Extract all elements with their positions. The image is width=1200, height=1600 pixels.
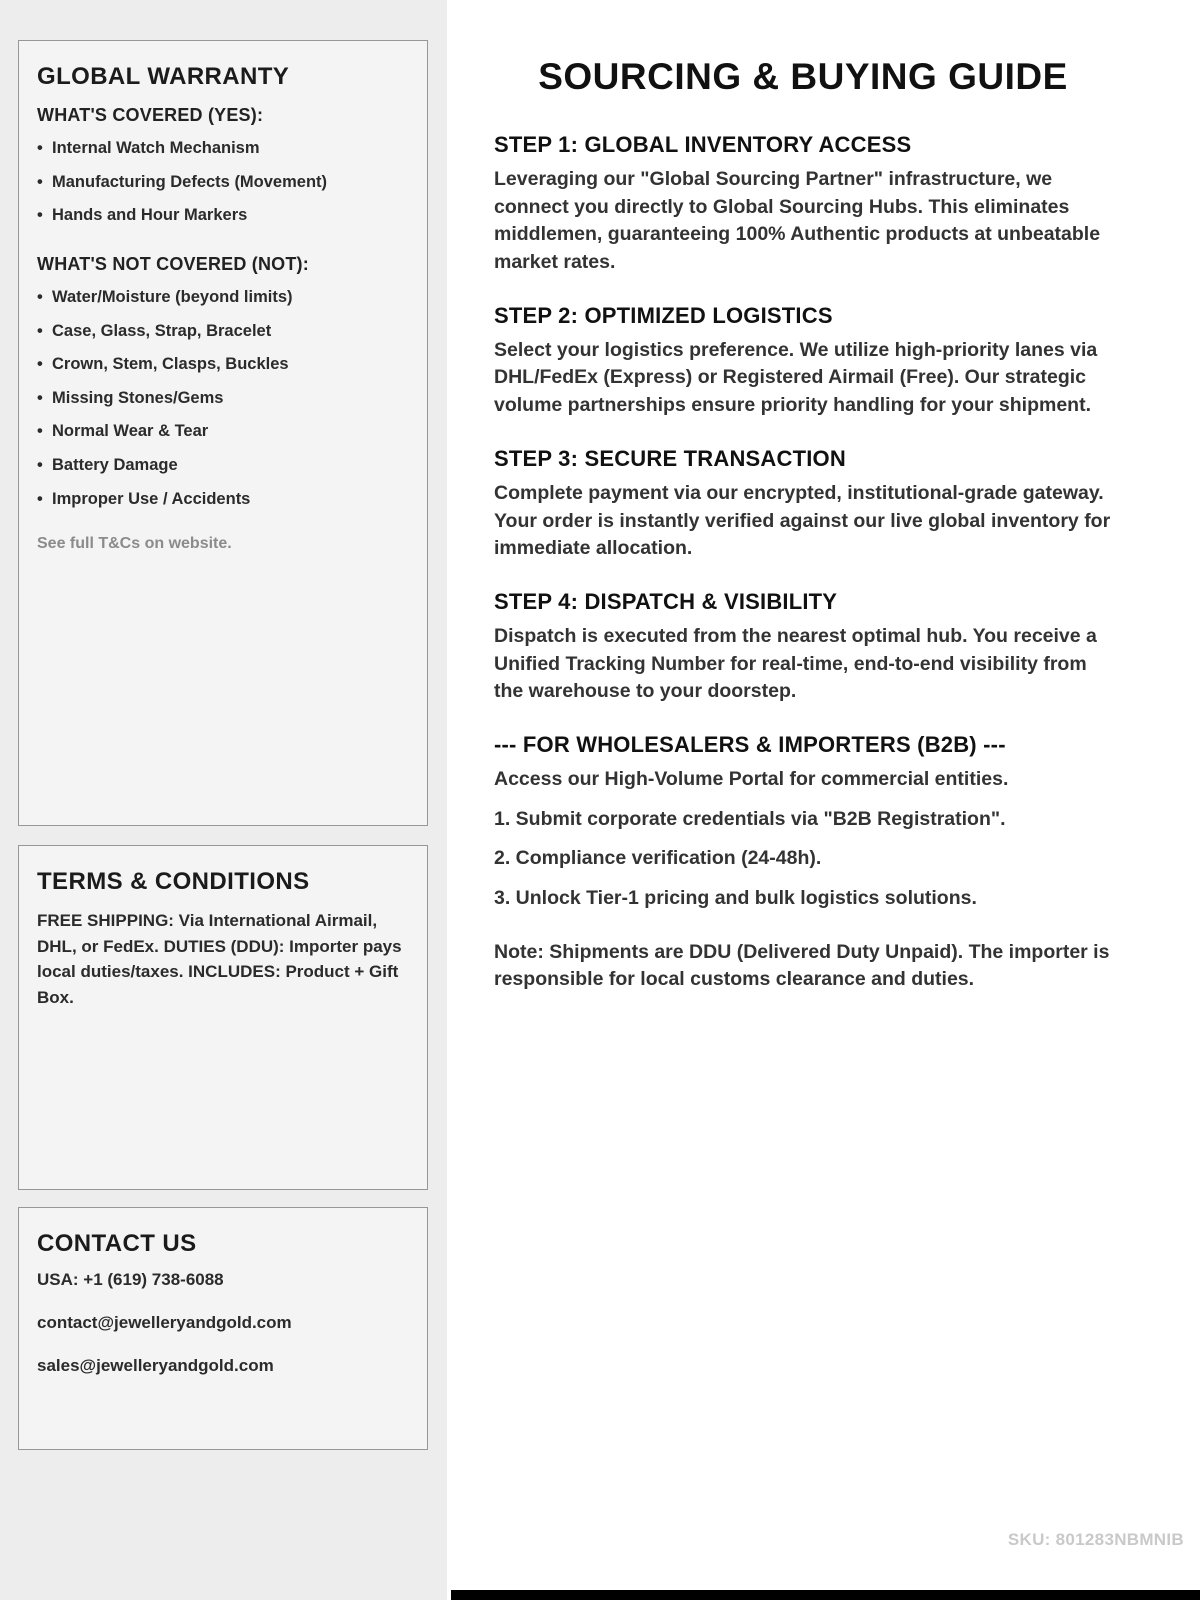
warranty-not-covered-list xyxy=(37,287,409,509)
warranty-covered-heading: WHAT'S COVERED (YES): xyxy=(37,105,264,125)
step-body: Leveraging our "Global Sourcing Partner" infrastructure, we connect you directly to Global Sourcing Hubs. This eliminates middlemen, guaranteeing 100% Authentic products at unbeatable market rates. xyxy=(494,168,1101,274)
b2b-heading: --- FOR WHOLESALERS & IMPORTERS (B2B) --- xyxy=(494,731,1006,757)
page-title: SOURCING & BUYING GUIDE xyxy=(538,56,1068,97)
step-body: Dispatch is executed from the nearest optimal hub. You receive a Unified Tracking Number for real-time, end-to-end visibility from the warehouse to your doorstep. xyxy=(494,624,1097,703)
step-section xyxy=(494,303,1112,420)
list-item: • Manufacturing Defects (Movement) xyxy=(37,172,409,193)
list-item: • Improper Use / Accidents xyxy=(37,489,409,510)
footer-bar xyxy=(451,1590,1200,1600)
b2b-item: 3. Unlock Tier-1 pricing and bulk logistics solutions. xyxy=(494,887,977,909)
b2b-note: Note: Shipments are DDU (Delivered Duty Unpaid). The importer is responsible for local customs clearance and duties. xyxy=(494,940,1110,991)
b2b-item: 1. Submit corporate credentials via "B2B Registration". xyxy=(494,807,1006,830)
b2b-item: 2. Compliance verification (24-48h). xyxy=(494,847,822,870)
global-warranty-panel xyxy=(18,40,428,826)
contact-phone: USA: +1 (619) 738-6088 xyxy=(37,1270,224,1289)
step-heading: STEP 3: SECURE TRANSACTION xyxy=(494,445,846,471)
step-section xyxy=(494,446,1112,563)
sku-label: SKU: 801283NBMNIB xyxy=(1007,1530,1184,1549)
list-item: • Water/Moisture (beyond limits) xyxy=(37,287,409,308)
warranty-covered-list xyxy=(37,138,409,226)
list-item: • Missing Stones/Gems xyxy=(37,388,409,409)
b2b-intro: Access our High-Volume Portal for commercial entities. xyxy=(494,767,1009,790)
main-content xyxy=(494,56,1112,1006)
warranty-title: GLOBAL WARRANTY xyxy=(37,63,290,90)
list-item: • Crown, Stem, Clasps, Buckles xyxy=(37,354,409,375)
step-heading: STEP 2: OPTIMIZED LOGISTICS xyxy=(494,302,833,328)
step-body: Select your logistics preference. We utilize high-priority lanes via DHL/FedEx (Express) or Registered Airmail (Free). Our strategic volume partnerships ensure priority handling for your shipment. xyxy=(494,338,1098,417)
terms-panel xyxy=(18,845,428,1190)
contact-email-primary: contact@jewelleryandgold.com xyxy=(37,1313,292,1332)
list-item: • Hands and Hour Markers xyxy=(37,205,409,226)
terms-title: TERMS & CONDITIONS xyxy=(37,868,310,895)
warranty-footnote: See full T&Cs on website. xyxy=(37,535,232,553)
list-item: • Case, Glass, Strap, Bracelet xyxy=(37,321,409,342)
list-item: • Normal Wear & Tear xyxy=(37,421,409,442)
list-item: • Battery Damage xyxy=(37,455,409,476)
step-section xyxy=(494,132,1112,277)
step-heading: STEP 1: GLOBAL INVENTORY ACCESS xyxy=(494,132,912,157)
terms-body: FREE SHIPPING: Via International Airmail, DHL, or FedEx. DUTIES (DDU): Importer pays local duties/taxes. INCLUDES: Product + Gift Box. xyxy=(37,911,402,1007)
contact-title: CONTACT US xyxy=(37,1230,197,1257)
step-heading: STEP 4: DISPATCH & VISIBILITY xyxy=(494,588,838,614)
step-section xyxy=(494,589,1112,706)
step-body: Complete payment via our encrypted, institutional-grade gateway. Your order is instantly verified against our live global inventory for immediate allocation. xyxy=(494,481,1111,560)
contact-email-sales: sales@jewelleryandgold.com xyxy=(37,1356,274,1375)
warranty-not-covered-heading: WHAT'S NOT COVERED (NOT): xyxy=(37,253,309,274)
b2b-section xyxy=(494,732,1112,994)
list-item: • Internal Watch Mechanism xyxy=(37,138,409,159)
contact-panel xyxy=(18,1207,428,1450)
